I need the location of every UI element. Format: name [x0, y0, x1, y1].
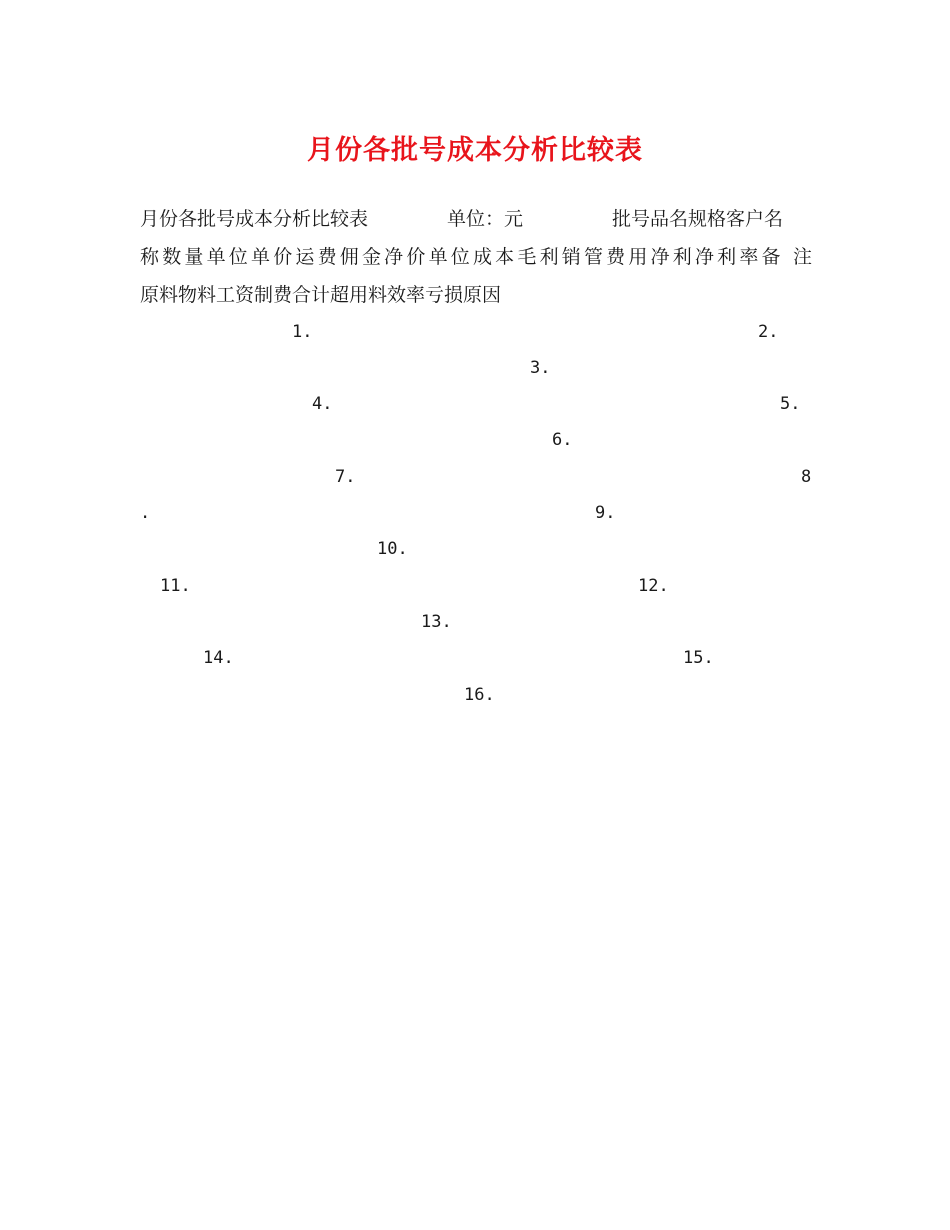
list-number-7: 7. — [335, 467, 356, 487]
list-number-16: 16. — [464, 685, 495, 705]
list-number-2: 2. — [758, 322, 779, 342]
list-number-6: 6. — [552, 430, 573, 450]
list-number-10: 10. — [377, 539, 408, 559]
list-number-1: 1. — [292, 322, 313, 342]
body-line-2: 称数量单位单价运费佣金净价单位成本毛利销管费用净利净利率备 注 — [140, 246, 812, 268]
list-number-13: 13. — [421, 612, 452, 632]
list-number-15: 15. — [683, 648, 714, 668]
body-line-1-left: 月份各批号成本分析比较表 — [140, 208, 369, 230]
document-title: 月份各批号成本分析比较表 — [307, 135, 643, 166]
list-number-5: 5. — [780, 394, 801, 414]
body-line-1-right: 批号品名规格客户名 — [612, 208, 784, 230]
body-line-3: 原料物料工资制费合计超用料效率亏损原因 — [140, 284, 502, 306]
unit-label: 单位：元 — [447, 208, 524, 230]
list-number-14: 14. — [203, 648, 234, 668]
list-number-12: 12. — [638, 576, 669, 596]
list-number-11: 11. — [160, 576, 191, 596]
list-number-9: 9. — [595, 503, 616, 523]
list-number-4: 4. — [312, 394, 333, 414]
list-number-8: 8 — [801, 467, 812, 487]
list-number-3: 3. — [530, 358, 551, 378]
list-number-8-dot: . — [140, 503, 151, 523]
